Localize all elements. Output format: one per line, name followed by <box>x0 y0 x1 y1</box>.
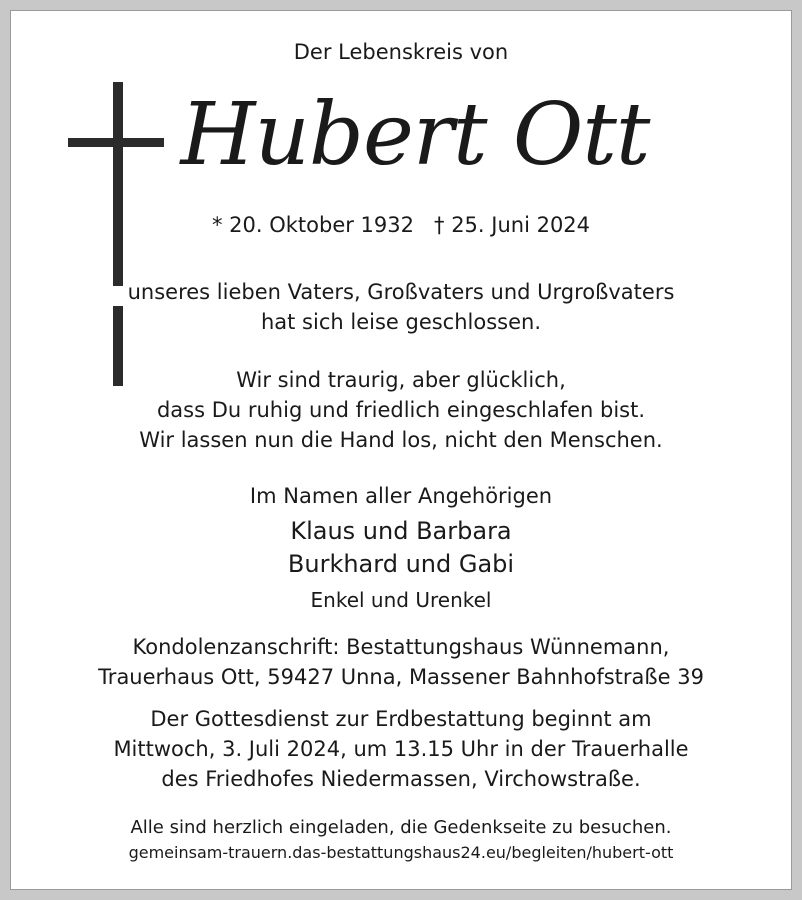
poem-line-2: dass Du ruhig und friedlich eingeschlafen bist. <box>156 398 646 422</box>
memorial-url: gemeinsam-trauern.das-bestattungshaus24.eu/begleiten/hubert-ott <box>128 843 674 862</box>
relation-line-1: unseres lieben Vaters, Großvaters und Urgroßvaters <box>127 280 675 304</box>
service-line-2: Mittwoch, 3. Juli 2024, um 13.15 Uhr in der Trauerhalle <box>113 737 689 761</box>
service-line-3: des Friedhofes Niedermassen, Virchowstraße. <box>161 767 641 791</box>
cross-vertical-upper <box>113 82 123 286</box>
cross-horizontal <box>68 138 164 147</box>
deceased-name: Hubert Ott <box>180 85 650 185</box>
mourner-1: Klaus und Barbara <box>290 517 512 545</box>
poem-line-1: Wir sind traurig, aber glücklich, <box>236 368 566 392</box>
service-line-1: Der Gottesdienst zur Erdbestattung beginnt am <box>150 707 652 731</box>
relation-line-2: hat sich leise geschlossen. <box>260 310 542 334</box>
life-dates: * 20. Oktober 1932 † 25. Juni 2024 <box>211 213 591 237</box>
mourner-2: Burkhard und Gabi <box>287 550 515 578</box>
intro-text: Der Lebenskreis von <box>293 40 509 64</box>
condolence-line-1: Kondolenzanschrift: Bestattungshaus Wünnemann, <box>132 635 670 659</box>
poem-line-3: Wir lassen nun die Hand los, nicht den Menschen. <box>139 428 663 452</box>
condolence-line-2: Trauerhaus Ott, 59427 Unna, Massener Bahnhofstraße 39 <box>98 665 704 689</box>
mourners-intro: Im Namen aller Angehörigen <box>249 484 553 508</box>
mourners-extra: Enkel und Urenkel <box>310 588 492 612</box>
invite-text: Alle sind herzlich eingeladen, die Gedenkseite zu besuchen. <box>130 817 672 838</box>
